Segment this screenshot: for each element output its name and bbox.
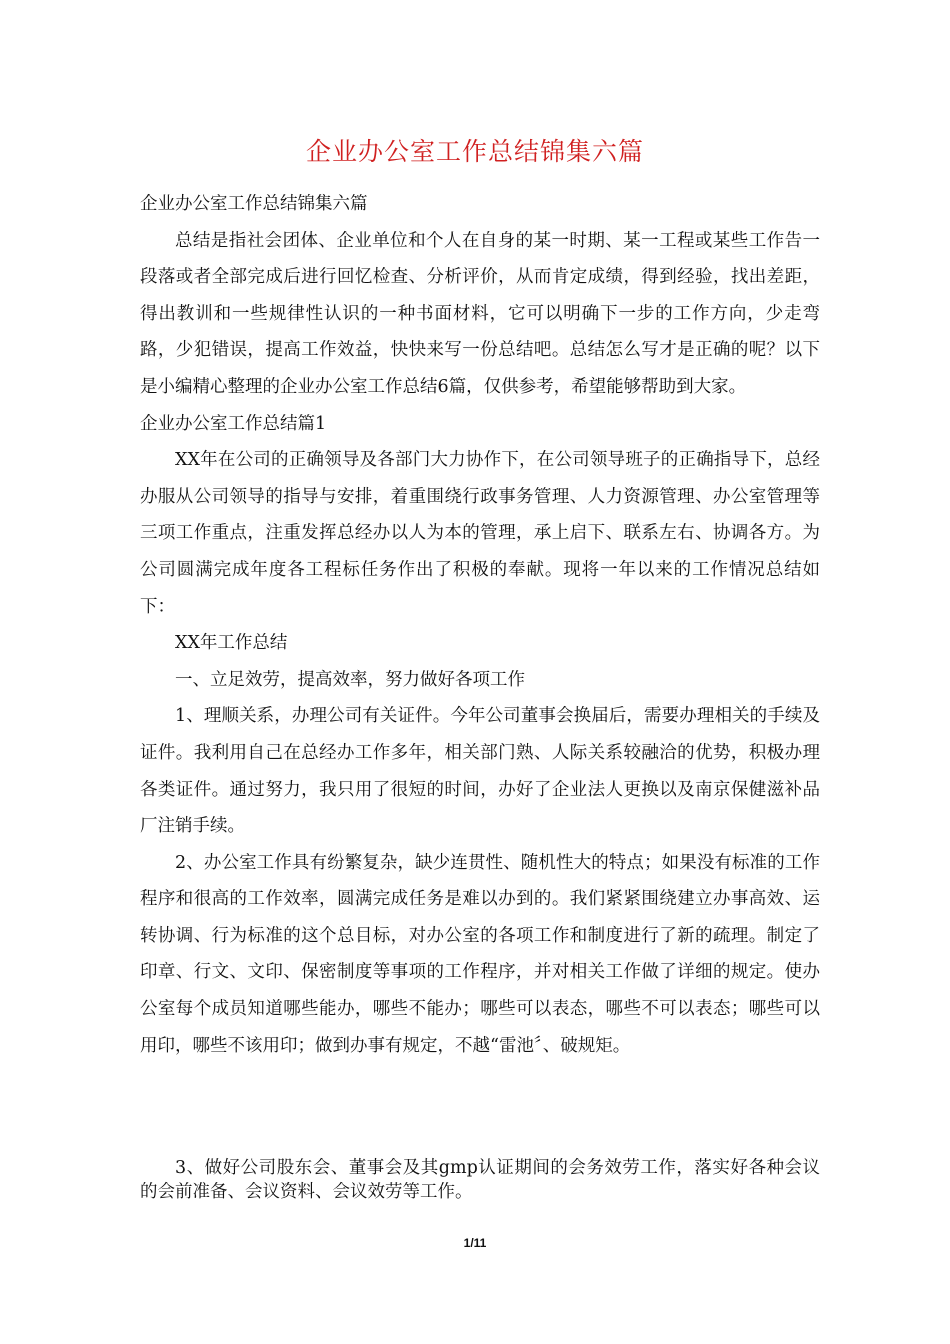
section-heading: 企业办公室工作总结篇1 [140, 413, 327, 434]
body-paragraph: 3、做好公司股东会、董事会及其gmp认证期间的会务效劳工作，落实好各种会议的会前准备、会议资料、会议效劳等工作。 [140, 1158, 820, 1202]
body-paragraph: XX年在公司的正确领导及各部门大力协作下，在公司领导班子的正确指导下，总经办服从公司领导的指导与安排，着重围绕行政事务管理、人力资源管理、办公室管理等三项工作重点，注重发挥总经办以人为本的管理，承上启下、联系左右、协调各方。为公司圆满完成年度各工程标任务作出了积极的奉献。现将一年以来的工作情况总结如下： [140, 450, 820, 617]
subtitle: 企业办公室工作总结锦集六篇 [140, 194, 368, 214]
document-body [140, 186, 820, 1064]
document-body-continued [140, 1156, 820, 1204]
intro-paragraph: 总结是指社会团体、企业单位和个人在自身的某一时期、某一工程或某些工作告一段落或者全部完成后进行回忆检查、分析评价，从而肯定成绩，得到经验，找出差距，得出教训和一些规律性认识的一种书面材料，它可以明确下一步的工作方向，少走弯路，少犯错误，提高工作效益，快快来写一份总结吧。总结怎么写才是正确的呢？以下是小编精心整理的企业办公室工作总结6篇，仅供参考，希望能够帮助到大家。 [140, 230, 820, 397]
body-paragraph: 一、立足效劳，提高效率，努力做好各项工作 [175, 669, 525, 690]
body-paragraph: 1、理顺关系，办理公司有关证件。今年公司董事会换届后，需要办理相关的手续及证件。我利用自己在总经办工作多年，相关部门熟、人际关系较融洽的优势，积极办理各类证件。通过努力，我只用了很短的时间，办好了企业法人更换以及南京保健滋补品厂注销手续。 [140, 706, 820, 837]
document-title: 企业办公室工作总结锦集六篇 [305, 137, 644, 166]
body-paragraph: XX年工作总结 [175, 633, 288, 654]
body-paragraph: 2、办公室工作具有纷繁复杂，缺少连贯性、随机性大的特点；如果没有标准的工作程序和很高的工作效率，圆满完成任务是难以办到的。我们紧紧围绕建立办事高效、运转协调、行为标准的这个总目标，对办公室的各项工作和制度进行了新的疏理。制定了印章、行文、文印、保密制度等事项的工作程序，并对相关工作做了详细的规定。使办公室每个成员知道哪些能办，哪些不能办；哪些可以表态，哪些不可以表态；哪些可以用印，哪些不该用印；做到办事有规定，不越“雷池〞、破规矩。 [140, 852, 820, 1056]
page-number: 1/11 [463, 1236, 487, 1250]
